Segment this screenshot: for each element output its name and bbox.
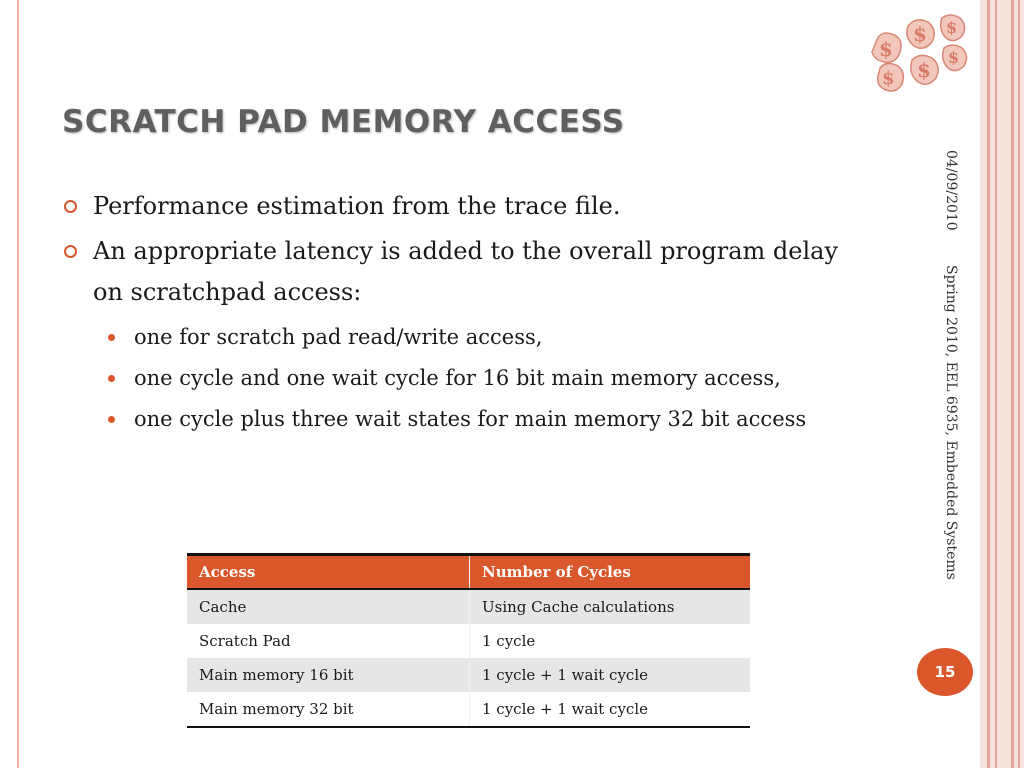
svg-text:$: $ — [948, 48, 960, 67]
table-cell: Main memory 16 bit — [187, 658, 470, 692]
table-cell: Main memory 32 bit — [199, 700, 354, 718]
bullet-text: An appropriate latency is added to the overall program delay on scratchpad access: — [93, 237, 838, 306]
band-line-4 — [1018, 0, 1020, 768]
table-row — [187, 589, 750, 624]
page-number-badge: 15 — [917, 648, 973, 696]
table-header-access: Access — [187, 555, 470, 590]
table-header-cycles: Number of Cycles — [470, 555, 751, 590]
sidebar-date-container — [939, 150, 979, 250]
band-line-2 — [995, 0, 997, 768]
svg-text:$: $ — [882, 68, 895, 89]
sub-bullet-dot-icon — [108, 375, 115, 382]
svg-text:$: $ — [879, 37, 893, 61]
sub-bullet-text: one cycle and one wait cycle for 16 bit main memory access, — [134, 366, 781, 390]
bullet-item — [62, 231, 862, 436]
table-cell: Using Cache calculations — [470, 589, 751, 624]
sub-bullet-dot-icon — [108, 416, 115, 423]
bullet-text: Performance estimation from the trace file. — [93, 192, 621, 220]
table-header-row — [187, 555, 750, 590]
sub-bullet-item — [93, 320, 862, 354]
sub-bullet-dot-icon — [108, 334, 115, 341]
table-cell: Scratch Pad — [199, 632, 291, 650]
left-margin-line — [17, 0, 19, 768]
cycles-table — [187, 553, 750, 728]
table-cell: 1 cycle + 1 wait cycle — [470, 692, 751, 727]
sub-bullet-item — [93, 402, 862, 436]
dollar-signs-icon — [858, 8, 978, 108]
table-row — [187, 658, 750, 692]
sidebar-date: 04/09/2010 — [943, 150, 959, 231]
sidebar-course-container — [939, 265, 979, 595]
svg-text:$: $ — [917, 58, 931, 82]
bullet-list — [62, 186, 862, 443]
sub-bullet-list — [93, 320, 862, 436]
bullet-item — [62, 186, 862, 227]
table-row — [187, 624, 750, 658]
band-line-1 — [987, 0, 990, 768]
sidebar-course: Spring 2010, EEL 6935, Embedded Systems — [943, 265, 959, 580]
sub-bullet-item — [93, 361, 862, 395]
svg-text:$: $ — [913, 22, 927, 46]
sub-bullet-text: one for scratch pad read/write access, — [134, 325, 543, 349]
slide-title: SCRATCH PAD MEMORY ACCESS — [62, 104, 625, 140]
bullet-marker-icon — [64, 245, 77, 258]
table-cell: 1 cycle + 1 wait cycle — [470, 658, 751, 692]
band-line-3 — [1011, 0, 1014, 768]
table-cell: 1 cycle — [470, 624, 751, 658]
bullet-marker-icon — [64, 200, 77, 213]
table-cell: Cache — [187, 589, 470, 624]
svg-text:$: $ — [946, 18, 958, 37]
table-row — [187, 692, 750, 727]
sub-bullet-text: one cycle plus three wait states for main memory 32 bit access — [134, 407, 807, 431]
